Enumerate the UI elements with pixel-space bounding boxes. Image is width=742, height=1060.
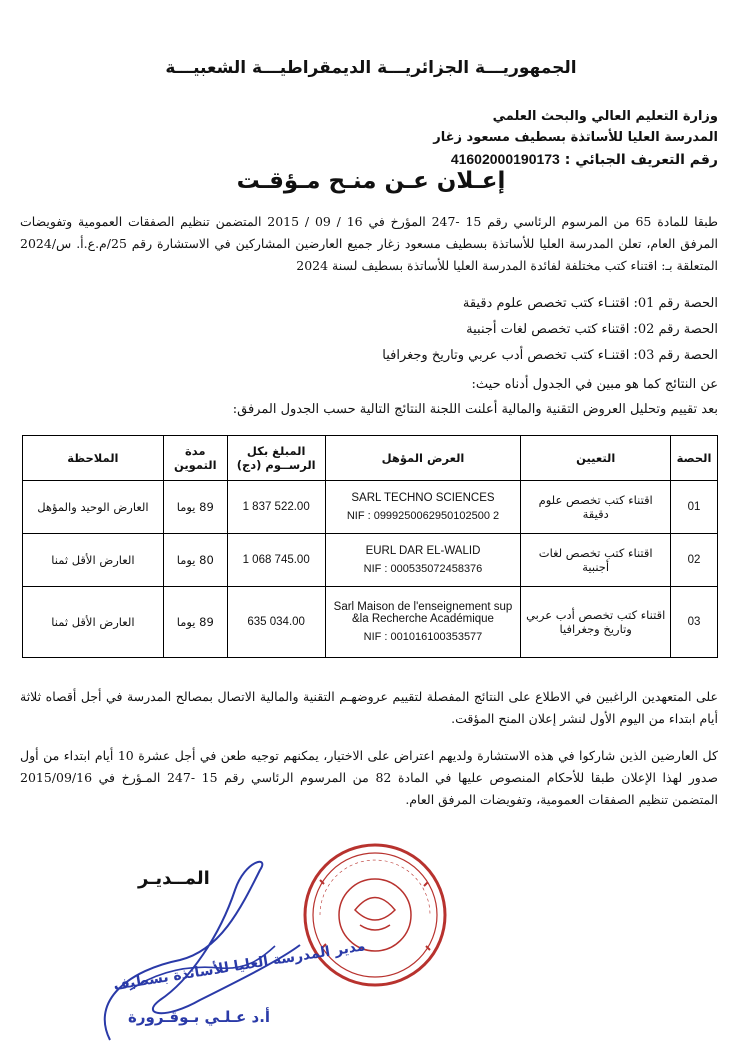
offer-name: SARL TECHNO SCIENCES	[351, 492, 495, 504]
cell-designation: اقتناء كتب تخصص أدب عربي وتاريخ وجغرافيا	[521, 587, 671, 658]
cell-offer	[325, 481, 521, 534]
cell-duration: 80 يوما	[163, 534, 227, 587]
cell-amount: 635 034.00	[227, 587, 325, 658]
cell-duration: 89 يوما	[163, 587, 227, 658]
lot-line-1: الحصة رقم 01: اقتنـاء كتب تخصص علوم دقيقة	[462, 296, 718, 311]
offer-nif: NIF : 0999250062950102500 2	[346, 510, 500, 522]
republic-heading: الجمهوريـــة الجزائريـــة الديمقراطيـــة الشعبيـــة	[165, 58, 577, 78]
official-seal-icon	[300, 840, 450, 990]
offer-name: Sarl Maison de l'enseignement sup &la Recherche Académique	[333, 601, 513, 625]
school-name: المدرسة العليا للأساتذة بسطيف مسعود زغار	[433, 130, 718, 145]
announcement-title: إعـلان عـن منـح مـؤقـت	[236, 168, 506, 194]
table-row	[23, 481, 718, 534]
header-amount: المبلغ بكل الرســوم (دج)	[227, 436, 325, 481]
signature-title: المــديـر	[138, 868, 210, 889]
header-offer: العرض المؤهل	[325, 436, 521, 481]
lot-line-2: الحصة رقم 02: اقتناء كتب تخصص لغات أجنبية	[466, 322, 718, 337]
cell-offer	[325, 534, 521, 587]
cell-offer	[325, 587, 521, 658]
table-row	[23, 534, 718, 587]
cell-lot: 03	[671, 587, 718, 658]
cell-amount: 1 068 745.00	[227, 534, 325, 587]
cell-note: العارض الأقل ثمنا	[23, 587, 164, 658]
intro-paragraph: طبقا للمادة 65 من المرسوم الرئاسي رقم 15 -247 المؤرخ في 16 / 09 / 2015 المتضمن تنظيم الصفقات العمومية وتفويضات المرفق العام، تعلن المدرسة العليا للأساتذة بسطيف مسعود زغار جميع العارضين المشاركين في الاستشارة رقم 25/م.ع.أ. س/2024 المتعلقة بـ: اقتناء كتب مختلفة لفائدة المدرسة العليا للأساتذة بسطيف لسنة 2024	[20, 214, 719, 273]
results-intro-1: عن النتائج كما هو مبين في الجدول أدناه حيث:	[471, 377, 718, 392]
lot-line-3: الحصة رقم 03: اقتنـاء كتب تخصص أدب عربي وتاريخ وجغرافيا	[382, 348, 718, 363]
cell-note: العارض الأقل ثمنا	[23, 534, 164, 587]
cell-designation: اقتناء كتب تخصص علوم دقيقة	[521, 481, 671, 534]
header-designation: التعيين	[521, 436, 671, 481]
offer-nif: NIF : 000535072458376	[363, 563, 483, 575]
results-intro-2: بعد تقييم وتحليل العروض التقنية والمالية أعلنت اللجنة النتائج التالية حسب الجدول المرفق:	[232, 402, 718, 417]
header-lot: الحصة	[671, 436, 718, 481]
cell-note: العارض الوحيد والمؤهل	[23, 481, 164, 534]
header-duration: مدة التموين	[163, 436, 227, 481]
cell-amount: 1 837 522.00	[227, 481, 325, 534]
tax-id-value: 41602000190173	[450, 151, 560, 167]
ministry-name: وزارة التعليم العالي والبحث العلمي	[492, 109, 718, 124]
tax-id-label: رقم التعريف الجبائي :	[564, 152, 718, 168]
cell-designation: اقتناء كتب تخصص لغات أجنبية	[521, 534, 671, 587]
cell-lot: 02	[671, 534, 718, 587]
cell-lot: 01	[671, 481, 718, 534]
table-header-row	[23, 436, 718, 481]
table-row	[23, 587, 718, 658]
offer-nif: NIF : 001016100353577	[363, 631, 483, 643]
header-note: الملاحظة	[23, 436, 164, 481]
signature-role: مدير المدرسة العليا للأساتذة بسطيف	[112, 938, 367, 994]
cell-duration: 89 يوما	[163, 481, 227, 534]
footer-paragraph-1: على المتعهدين الراغبين في الاطلاع على النتائج المفصلة لتقييم عروضهـم التقنية والمالية الاتصال بمصالح المدرسة في أجل أقصاه ثلاثة أيام ابتداء من اليوم الأول لنشر إعلان المنح المؤقت.	[20, 689, 718, 726]
footer-paragraph-2: كل العارضين الذين شاركوا في هذه الاستشارة ولديهم اعتراض على الاختيار، يمكنهم توجيه طعن في أجل عشرة 10 أيام ابتداء من أول صدور لهذا الإعلان طبقا للأحكام المنصوص عليها في المادة 82 من المرسوم الرئاسي رقم 15 -247 المـؤرخ في 2015/09/16 المتضمن تنظيم الصفقات العمومية، وتفويضات المرفق العام.	[20, 748, 719, 807]
offer-name: EURL DAR EL-WALID	[365, 545, 481, 557]
tax-id-line	[451, 151, 718, 168]
signature-name: أ.د عـلـي بـوقـرورة	[128, 1008, 271, 1026]
results-table	[22, 435, 718, 658]
